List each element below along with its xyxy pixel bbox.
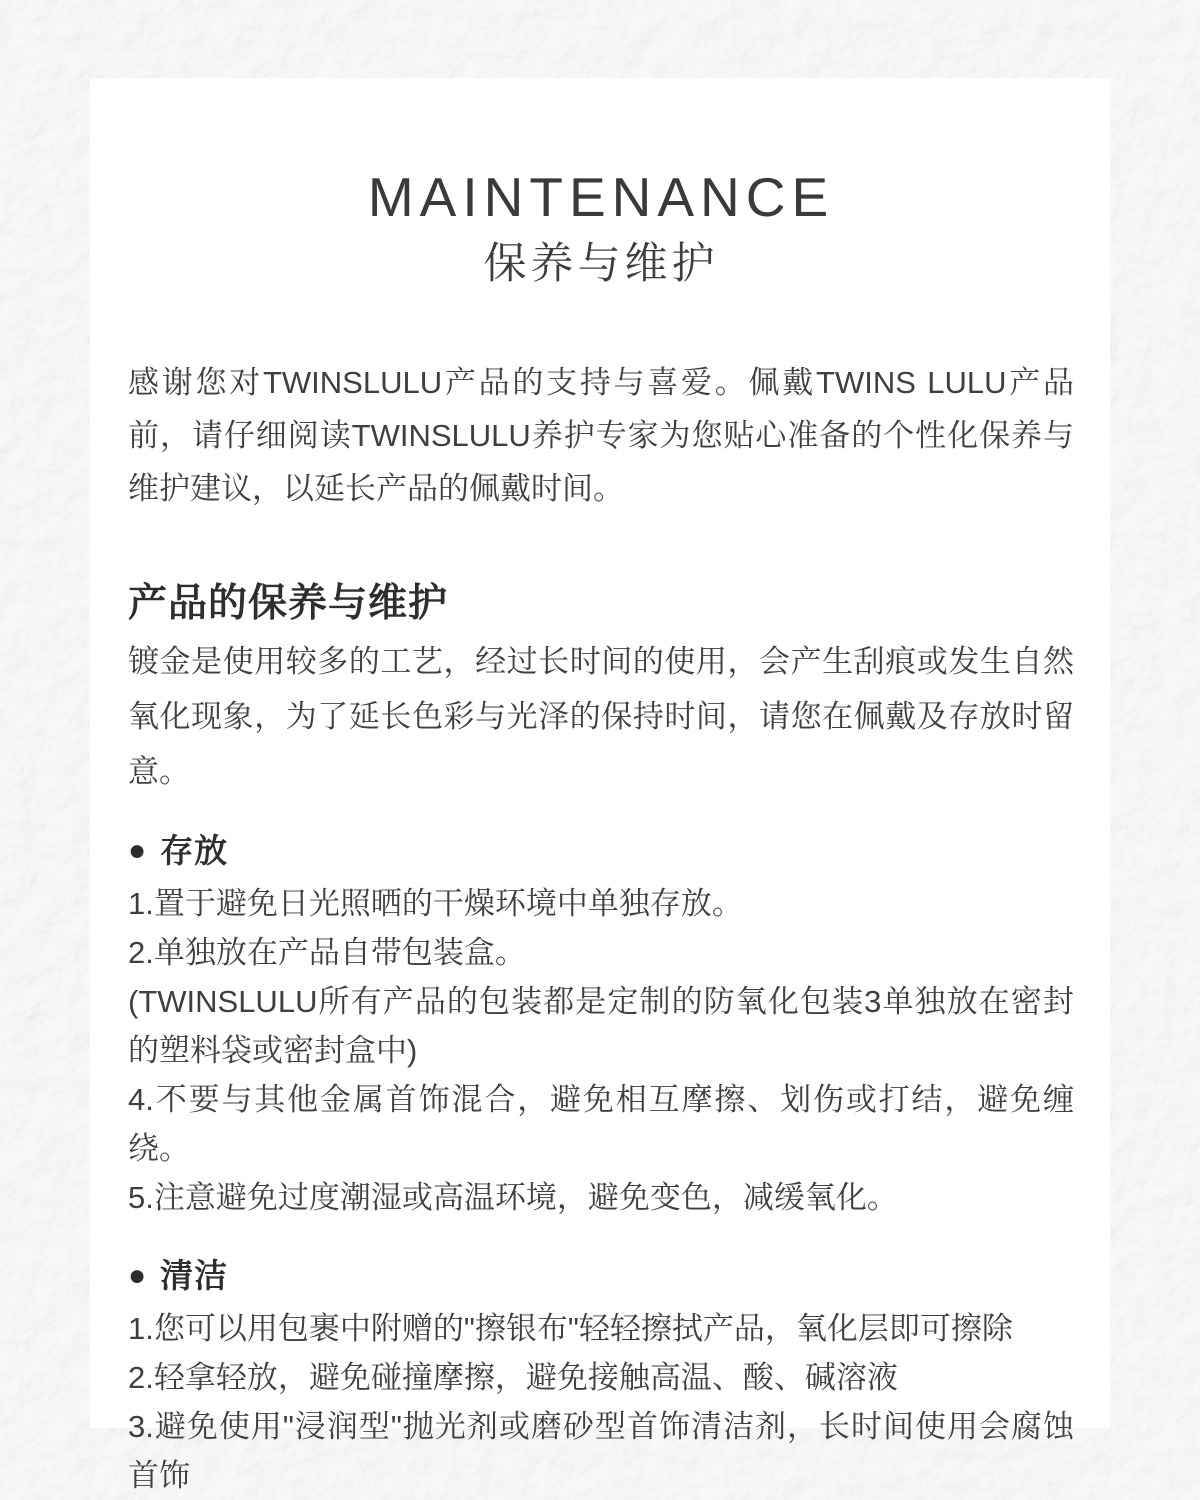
list-item: 1.您可以用包裹中附赠的"擦银布"轻轻擦拭产品，氧化层即可擦除 [128,1311,1013,1346]
storage-list [128,879,1074,1222]
care-section-body: 镀金是使用较多的工艺，经过长时间的使用，会产生刮痕或发生自然氧化现象，为了延长色彩与光泽的保持时间，请您在佩戴及存放时留意。 [128,644,1074,789]
list-item: (TWINSLULU所有产品的包装都是定制的防氧化包装3单独放在密封的塑料袋或密封盒中) [128,984,1074,1068]
circle-bullet-icon: ● [128,1259,147,1292]
cleaning-section-header [128,1254,1074,1298]
list-item: 3.避免使用"浸润型"抛光剂或磨砂型首饰清洁剂，长时间使用会腐蚀首饰 [128,1409,1074,1493]
storage-section-header [128,829,1074,873]
circle-bullet-icon: ● [128,834,147,867]
care-section-heading: 产品的保养与维护 [128,582,449,625]
list-item: 2.轻拿轻放，避免碰撞摩擦，避免接触高温、酸、碱溶液 [128,1360,898,1395]
list-item: 5.注意避免过度潮湿或高温环境，避免变色，减缓氧化。 [128,1180,898,1215]
cleaning-list [128,1304,1074,1500]
list-item: 2.单独放在产品自带包装盒。 [128,935,526,970]
maintenance-card [90,78,1110,1493]
intro-paragraph: 感谢您对TWINSLULU产品的支持与喜爱。佩戴TWINS LULU产品前，请仔细阅读TWINSLULU养护专家为您贴心准备的个性化保养与维护建议，以延长产品的佩戴时间。 [128,365,1074,506]
cleaning-section-title: 清洁 [160,1257,229,1294]
page-title: MAINTENANCE [367,166,835,228]
list-item: 1.置于避免日光照晒的干燥环境中单独存放。 [128,886,743,921]
storage-section-title: 存放 [160,832,229,869]
list-item: 4.不要与其他金属首饰混合，避免相互摩擦、划伤或打结，避免缠绕。 [128,1082,1074,1166]
page-subtitle: 保养与维护 [483,240,719,288]
